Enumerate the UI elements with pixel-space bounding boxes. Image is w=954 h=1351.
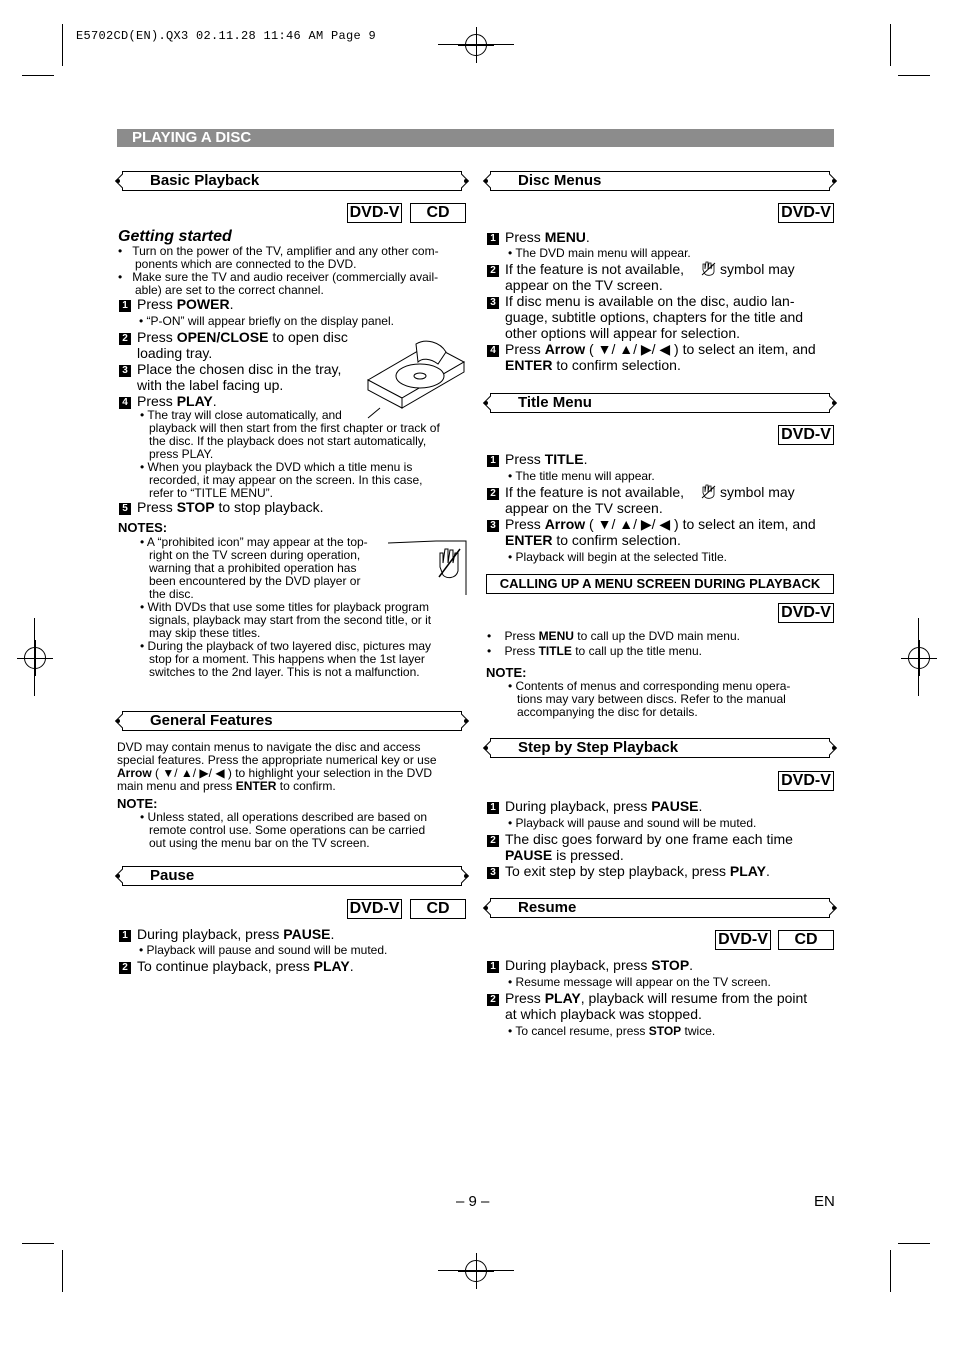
heading-text: Title Menu xyxy=(518,394,592,411)
note-text: • The title menu will appear. xyxy=(508,469,655,483)
heading-basic-playback xyxy=(122,171,462,191)
step-text: ENTER to confirm selection. xyxy=(505,532,681,548)
step-text: PAUSE is pressed. xyxy=(505,847,624,863)
step-text: other options will appear for selection. xyxy=(505,325,741,341)
title-menu-step-3: 3 Press Arrow ( ▼/ ▲/ ▶/ ◀ ) to select an item, and xyxy=(487,516,816,532)
step-step-1: 1 During playback, press PAUSE. xyxy=(487,798,702,814)
notes-label: NOTES: xyxy=(118,520,168,535)
heading-text: Resume xyxy=(518,899,577,916)
note-text: • The DVD main menu will appear. xyxy=(508,246,691,260)
section-title: PLAYING A DISC xyxy=(117,129,834,147)
registration-mark-icon xyxy=(24,647,46,669)
registration-mark-icon xyxy=(465,34,487,56)
calling-note: • Contents of menus and corresponding menu opera- tions may vary between discs. Refer to the manual accompanying the disc for details. xyxy=(508,679,791,719)
crop-mark xyxy=(62,24,63,66)
disc-tray-illustration xyxy=(360,336,466,420)
resume-step-2: 2 Press PLAY, playback will resume from the point xyxy=(487,990,807,1006)
print-slug: E5702CD(EN).QX3 02.11.28 11:46 AM Page 9 xyxy=(76,29,377,43)
note-text: • Playback will begin at the selected Title. xyxy=(508,550,727,564)
tag-dvd-v: DVD-V xyxy=(778,203,834,223)
step-text: appear on the TV screen. xyxy=(505,277,663,293)
disc-menus-step-1: 1 Press MENU. xyxy=(487,229,590,245)
title-menu-step-2: 2 If the feature is not available, symbol may xyxy=(487,484,795,500)
crop-mark xyxy=(918,618,919,696)
crop-mark xyxy=(898,1243,930,1244)
note-text: • Resume message will appear on the TV screen. xyxy=(508,975,771,989)
pause-step-1: 1 During playback, press PAUSE. xyxy=(119,926,334,942)
heading-title-menu xyxy=(490,393,830,413)
calling-bullets: • Press MENU to call up the DVD main menu. • Press TITLE to call up the title menu. xyxy=(487,629,740,658)
step-text: loading tray. xyxy=(137,345,213,361)
prohibited-icon xyxy=(388,537,468,599)
crop-mark xyxy=(890,1250,891,1292)
disc-menus-step-3: 3 If disc menu is available on the disc, audio lan- xyxy=(487,293,795,309)
page-number: – 9 – xyxy=(456,1193,490,1210)
resume-step-1: 1 During playback, press STOP. xyxy=(487,957,693,973)
crop-mark xyxy=(898,75,930,76)
note-text: • Playback will pause and sound will be muted. xyxy=(139,943,388,957)
pause-step-2: 2 To continue playback, press PLAY. xyxy=(119,958,354,974)
step-step-3: 3 To exit step by step playback, press PLAY. xyxy=(487,863,770,879)
heading-resume xyxy=(490,898,830,918)
step-text: guage, subtitle options, chapters for the title and xyxy=(505,309,804,325)
crop-mark xyxy=(890,24,891,66)
tag-dvd-v: DVD-V xyxy=(347,203,402,223)
crop-mark xyxy=(34,618,35,696)
heading-calling-menu: CALLING UP A MENU SCREEN DURING PLAYBACK xyxy=(486,574,834,594)
step-text: with the label facing up. xyxy=(137,377,284,393)
language-label: EN xyxy=(814,1193,835,1210)
note-label: NOTE: xyxy=(486,665,527,680)
tag-dvd-v: DVD-V xyxy=(778,603,834,623)
step-text: ENTER to confirm selection. xyxy=(505,357,681,373)
note-text: • “P-ON” will appear briefly on the display panel. xyxy=(139,314,394,328)
general-features-text: DVD may contain menus to navigate the disc and access special features. Press the appropriate numerical key or use Arrow ( ▼/ ▲/ ▶/ ◀ ) to highlight your selection in the DVD main menu and press ENTER to confirm. xyxy=(117,740,437,793)
registration-mark-icon xyxy=(465,1260,487,1282)
basic-step-5: 5 Press STOP to stop playback. xyxy=(119,499,324,515)
step-text: appear on the TV screen. xyxy=(505,500,663,516)
getting-started-bullets: • Turn on the power of the TV, amplifier and any other com- ponents which are connected to the DVD. • Make sure the TV and audio receiver (commercially avail- able) are set to the correct channel. xyxy=(118,244,439,297)
tag-cd: CD xyxy=(410,899,466,919)
disc-menus-step-2: 2 If the feature is not available, symbol may xyxy=(487,261,795,277)
heading-text: Disc Menus xyxy=(518,172,602,189)
heading-pause xyxy=(122,866,462,886)
prohibited-icon xyxy=(699,260,717,278)
step-step-2: 2 The disc goes forward by one frame each time xyxy=(487,831,793,847)
disc-menus-step-4: 4 Press Arrow ( ▼/ ▲/ ▶/ ◀ ) to select an item, and xyxy=(487,341,816,357)
heading-text: Pause xyxy=(150,867,195,884)
tag-dvd-v: DVD-V xyxy=(778,425,834,445)
tag-dvd-v: DVD-V xyxy=(715,930,771,950)
notes-list: • A “prohibited icon” may appear at the top- right on the TV screen during operation, warning that a prohibited operation has been encountered by the DVD player or the disc. • With DVDs that use some titles for playback program signals, playback may start from the second title, or it may skip these titles. • During the playback of two layered disc, pictures may stop for a moment. This happens when the 1st layer switches to the 2nd layer. This is not a malfunction. xyxy=(140,535,432,679)
basic-step-4-notes: • The tray will close automatically, and playback will then start from the first chapter or track of the disc. If the playback does not start automatically, press PLAY. • When you playback the DVD which a title menu is recorded, it may appear on the screen. In this case, refer to “TITLE MENU”. xyxy=(140,408,440,500)
heading-disc-menus xyxy=(490,171,830,191)
tag-cd: CD xyxy=(778,930,834,950)
heading-text: Step by Step Playback xyxy=(518,739,679,756)
note-label: NOTE: xyxy=(117,796,158,811)
heading-text: Basic Playback xyxy=(150,172,260,189)
getting-started-title: Getting started xyxy=(118,228,232,245)
crop-mark xyxy=(62,1250,63,1292)
tag-dvd-v: DVD-V xyxy=(778,771,834,791)
tag-cd: CD xyxy=(410,203,466,223)
heading-general-features xyxy=(122,711,462,731)
title-menu-step-1: 1 Press TITLE. xyxy=(487,451,587,467)
prohibited-icon xyxy=(699,483,717,501)
basic-step-1: 1 Press POWER. xyxy=(119,296,233,312)
crop-mark xyxy=(22,1243,54,1244)
registration-mark-icon xyxy=(908,647,930,669)
crop-mark xyxy=(22,75,54,76)
basic-step-2: 2 Press OPEN/CLOSE to open disc xyxy=(119,329,348,345)
tag-dvd-v: DVD-V xyxy=(347,899,402,919)
basic-step-4: 4 Press PLAY. xyxy=(119,393,217,409)
note-text: • Playback will pause and sound will be muted. xyxy=(508,816,757,830)
heading-step-by-step xyxy=(490,738,830,758)
general-note: • Unless stated, all operations described are based on remote control use. Some operations can be carried out using the menu bar on the TV screen. xyxy=(140,810,428,850)
step-text: at which playback was stopped. xyxy=(505,1006,702,1022)
note-text: • To cancel resume, press STOP twice. xyxy=(508,1024,716,1038)
heading-text: General Features xyxy=(150,712,273,729)
basic-step-3: 3 Place the chosen disc in the tray, xyxy=(119,361,341,377)
